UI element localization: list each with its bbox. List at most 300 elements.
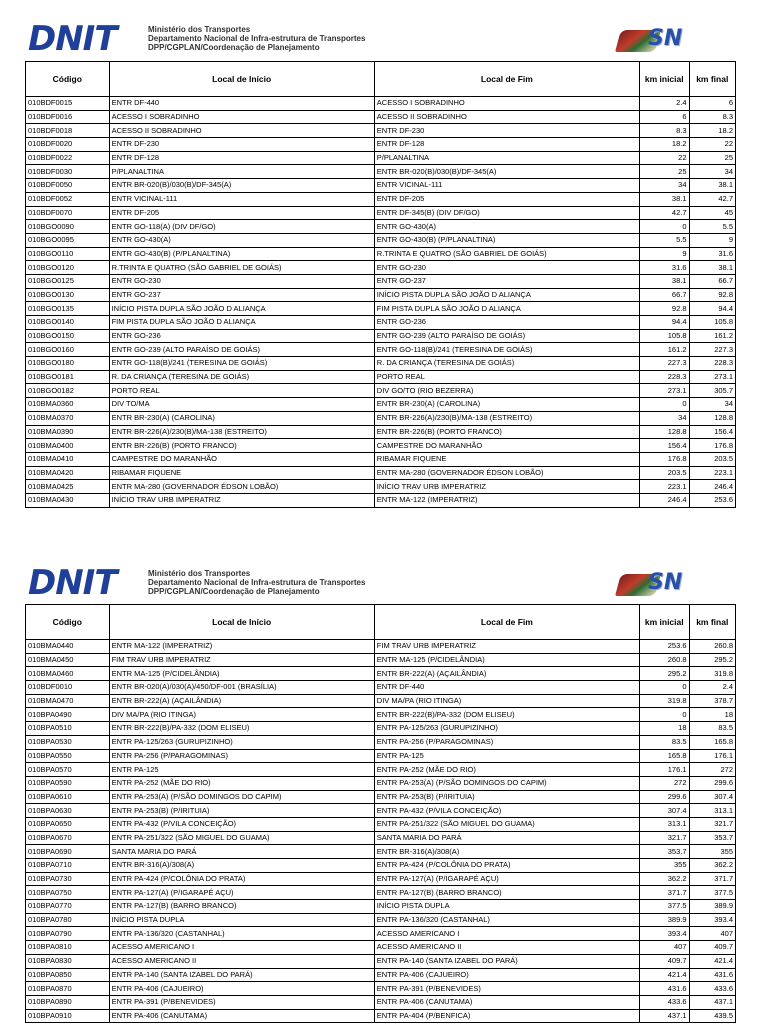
table-row [26, 735, 736, 749]
cell-local-inicio: R.TRINTA E QUATRO (SÃO GABRIEL DE GOIÁS) [109, 261, 374, 275]
cell-local-fim: ENTR GO-237 [374, 274, 639, 288]
cell-km-final: 321.7 [689, 817, 735, 831]
cell-local-fim: ENTR BR-226(A)/230(B)/MA-138 (ESTREITO) [374, 411, 639, 425]
col-header-local-inicio: Local de Início [109, 62, 374, 97]
table-row [26, 749, 736, 763]
table-row [26, 681, 736, 695]
cell-local-inicio: ENTR GO-237 [109, 288, 374, 302]
header-line-3: DPP/CGPLAN/Coordenação de Planejamento [148, 43, 320, 52]
cell-km-inicial: 228.3 [639, 370, 689, 384]
cell-codigo: 010BPA0590 [26, 776, 110, 790]
cell-codigo: 010BGO0180 [26, 357, 110, 371]
cell-km-inicial: 227.3 [639, 357, 689, 371]
page-block-1 [0, 0, 768, 505]
cell-codigo: 010BPA0770 [26, 900, 110, 914]
cell-local-inicio: ENTR PA-140 (SANTA IZABEL DO PARÁ) [109, 968, 374, 982]
table-row [26, 370, 736, 384]
cell-local-fim: CAMPESTRE DO MARANHÃO [374, 439, 639, 453]
cell-local-fim: R.TRINTA E QUATRO (SÃO GABRIEL DE GOIÁS) [374, 247, 639, 261]
cell-km-final: 5.5 [689, 220, 735, 234]
cell-codigo: 010BGO0182 [26, 384, 110, 398]
table-row [26, 480, 736, 494]
col-header-km-inicial: km inicial [639, 62, 689, 97]
table-row [26, 859, 736, 873]
cell-km-inicial: 319.8 [639, 694, 689, 708]
col-header-local-inicio: Local de Início [109, 605, 374, 640]
cell-local-inicio: INÍCIO PISTA DUPLA [109, 913, 374, 927]
cell-codigo: 010BPA0670 [26, 831, 110, 845]
cell-km-final: 34 [689, 165, 735, 179]
roads-table-2 [25, 604, 736, 1023]
cell-km-final: 313.1 [689, 804, 735, 818]
cell-km-inicial: 34 [639, 411, 689, 425]
cell-local-fim: ENTR BR-020(B)/030(B)/DF-345(A) [374, 165, 639, 179]
table-row [26, 343, 736, 357]
cell-km-inicial: 92.8 [639, 302, 689, 316]
page-header [0, 0, 768, 59]
cell-local-fim: P/PLANALTINA [374, 151, 639, 165]
cell-km-inicial: 0 [639, 398, 689, 412]
cell-km-inicial: 83.5 [639, 735, 689, 749]
cell-km-final: 389.9 [689, 900, 735, 914]
cell-km-final: 18 [689, 708, 735, 722]
cell-km-inicial: 94.4 [639, 316, 689, 330]
table-row [26, 640, 736, 654]
cell-local-inicio: ENTR PA-424 (P/COLÔNIA DO PRATA) [109, 872, 374, 886]
cell-km-final: 176.1 [689, 749, 735, 763]
cell-km-inicial: 22 [639, 151, 689, 165]
cell-codigo: 010BMA0470 [26, 694, 110, 708]
cell-local-fim: ENTR MA-122 (IMPERATRIZ) [374, 493, 639, 507]
cell-km-inicial: 31.6 [639, 261, 689, 275]
col-header-local-fim: Local de Fim [374, 605, 639, 640]
cell-km-inicial: 38.1 [639, 192, 689, 206]
table-row [26, 179, 736, 193]
table-row [26, 872, 736, 886]
cell-local-inicio: ENTR GO-118(B)/241 (TERESINA DE GOIÁS) [109, 357, 374, 371]
table-row [26, 1009, 736, 1023]
cell-local-inicio: ENTR PA-251/322 (SÃO MIGUEL DO GUAMA) [109, 831, 374, 845]
table-row [26, 941, 736, 955]
cell-km-final: 272 [689, 763, 735, 777]
cell-km-final: 431.6 [689, 968, 735, 982]
cell-km-final: 439.5 [689, 1009, 735, 1023]
cell-km-inicial: 223.1 [639, 480, 689, 494]
cell-km-final: 45 [689, 206, 735, 220]
table-row [26, 722, 736, 736]
cell-local-fim: ENTR PA-424 (P/COLÔNIA DO PRATA) [374, 859, 639, 873]
table-row [26, 302, 736, 316]
cell-local-fim: ENTR PA-256 (P/PARAGOMINAS) [374, 735, 639, 749]
table-header-row [26, 605, 736, 640]
cell-local-inicio: ENTR DF-128 [109, 151, 374, 165]
cell-km-inicial: 437.1 [639, 1009, 689, 1023]
cell-local-fim: ENTR GO-430(B) (P/PLANALTINA) [374, 233, 639, 247]
cell-codigo: 010BDF0070 [26, 206, 110, 220]
header-text [148, 25, 365, 52]
cell-local-inicio: ACESSO II SOBRADINHO [109, 124, 374, 138]
cell-km-inicial: 321.7 [639, 831, 689, 845]
cell-codigo: 010BPA0850 [26, 968, 110, 982]
table-header-row [26, 62, 736, 97]
page-header [0, 544, 768, 603]
table-row [26, 831, 736, 845]
cell-codigo: 010BMA0425 [26, 480, 110, 494]
cell-km-final: 253.6 [689, 493, 735, 507]
cell-codigo: 010BPA0780 [26, 913, 110, 927]
sn-logo [618, 26, 708, 52]
table-row [26, 995, 736, 1009]
cell-codigo: 010BDF0015 [26, 97, 110, 111]
table-row [26, 927, 736, 941]
cell-local-fim: ENTR PA-140 (SANTA IZABEL DO PARÁ) [374, 954, 639, 968]
cell-local-inicio: ENTR MA-280 (GOVERNADOR ÉDSON LOBÃO) [109, 480, 374, 494]
cell-local-fim: ENTR PA-404 (P/BENFICA) [374, 1009, 639, 1023]
header-line-1: Ministério dos Transportes [148, 569, 251, 578]
cell-km-inicial: 6 [639, 110, 689, 124]
cell-km-inicial: 409.7 [639, 954, 689, 968]
cell-local-inicio: ENTR PA-432 (P/VILA CONCEIÇÃO) [109, 817, 374, 831]
cell-codigo: 010BDF0030 [26, 165, 110, 179]
sn-logo-text: SN [648, 26, 683, 51]
table-row [26, 110, 736, 124]
cell-km-final: 25 [689, 151, 735, 165]
cell-km-final: 8.3 [689, 110, 735, 124]
cell-local-fim: ENTR GO-230 [374, 261, 639, 275]
table-row [26, 411, 736, 425]
cell-local-inicio: P/PLANALTINA [109, 165, 374, 179]
table-row [26, 900, 736, 914]
cell-km-inicial: 273.1 [639, 384, 689, 398]
cell-local-inicio: ENTR BR-230(A) (CAROLINA) [109, 411, 374, 425]
table-row [26, 398, 736, 412]
cell-km-inicial: 128.8 [639, 425, 689, 439]
cell-km-final: 92.8 [689, 288, 735, 302]
col-header-codigo: Código [26, 605, 110, 640]
header-line-2: Departamento Nacional de Infra-estrutura de Transportes [148, 34, 366, 43]
cell-codigo: 010BPA0530 [26, 735, 110, 749]
cell-codigo: 010BPA0610 [26, 790, 110, 804]
cell-local-fim: INÍCIO PISTA DUPLA [374, 900, 639, 914]
cell-local-inicio: ENTR DF-440 [109, 97, 374, 111]
cell-local-inicio: ENTR BR-226(A)/230(B)/MA-138 (ESTREITO) [109, 425, 374, 439]
cell-km-final: 299.6 [689, 776, 735, 790]
table-row [26, 439, 736, 453]
table-row [26, 817, 736, 831]
cell-km-inicial: 66.7 [639, 288, 689, 302]
cell-local-fim: ENTR GO-236 [374, 316, 639, 330]
cell-km-final: 295.2 [689, 653, 735, 667]
cell-codigo: 010BDF0018 [26, 124, 110, 138]
cell-km-final: 223.1 [689, 466, 735, 480]
sn-logo [618, 570, 708, 596]
table-row [26, 708, 736, 722]
cell-codigo: 010BMA0410 [26, 452, 110, 466]
cell-local-inicio: R. DA CRIANÇA (TERESINA DE GOIÁS) [109, 370, 374, 384]
cell-km-inicial: 18 [639, 722, 689, 736]
cell-km-inicial: 0 [639, 681, 689, 695]
cell-km-inicial: 0 [639, 220, 689, 234]
cell-local-fim: ENTR DF-205 [374, 192, 639, 206]
table-row [26, 138, 736, 152]
cell-local-inicio: ENTR MA-125 (P/CIDELÂNDIA) [109, 667, 374, 681]
cell-local-fim: ACESSO II SOBRADINHO [374, 110, 639, 124]
cell-km-final: 433.6 [689, 982, 735, 996]
cell-km-final: 393.4 [689, 913, 735, 927]
cell-codigo: 010BGO0110 [26, 247, 110, 261]
table-row [26, 261, 736, 275]
cell-km-final: 319.8 [689, 667, 735, 681]
cell-local-fim: ENTR PA-406 (CANUTAMA) [374, 995, 639, 1009]
cell-local-fim: ENTR PA-127(A) (P/IGARAPÉ AÇU) [374, 872, 639, 886]
cell-local-inicio: ENTR PA-127(B) (BARRO BRANCO) [109, 900, 374, 914]
table-row [26, 384, 736, 398]
cell-local-inicio: ENTR PA-125 [109, 763, 374, 777]
cell-km-final: 273.1 [689, 370, 735, 384]
cell-km-final: 38.1 [689, 261, 735, 275]
cell-km-inicial: 5.5 [639, 233, 689, 247]
cell-local-inicio: INÍCIO PISTA DUPLA SÃO JOÃO D ALIANÇA [109, 302, 374, 316]
cell-local-fim: ENTR MA-125 (P/CIDELÂNDIA) [374, 653, 639, 667]
header-line-1: Ministério dos Transportes [148, 25, 251, 34]
cell-local-fim: ENTR MA-280 (GOVERNADOR ÉDSON LOBÃO) [374, 466, 639, 480]
cell-local-inicio: ENTR DF-205 [109, 206, 374, 220]
table-row [26, 493, 736, 507]
cell-km-inicial: 8.3 [639, 124, 689, 138]
cell-local-inicio: RIBAMAR FIQUENE [109, 466, 374, 480]
cell-km-final: 34 [689, 398, 735, 412]
table-row [26, 288, 736, 302]
cell-km-final: 156.4 [689, 425, 735, 439]
cell-codigo: 010BPA0630 [26, 804, 110, 818]
cell-km-final: 22 [689, 138, 735, 152]
col-header-km-final: km final [689, 605, 735, 640]
cell-codigo: 010BPA0870 [26, 982, 110, 996]
cell-km-final: 9 [689, 233, 735, 247]
cell-km-inicial: 0 [639, 708, 689, 722]
table-row [26, 97, 736, 111]
cell-codigo: 010BMA0430 [26, 493, 110, 507]
cell-km-final: 105.8 [689, 316, 735, 330]
cell-local-fim: ENTR GO-239 (ALTO PARAÍSO DE GOIÁS) [374, 329, 639, 343]
cell-codigo: 010BGO0120 [26, 261, 110, 275]
cell-codigo: 010BMA0440 [26, 640, 110, 654]
cell-local-inicio: PORTO REAL [109, 384, 374, 398]
cell-km-inicial: 431.6 [639, 982, 689, 996]
cell-codigo: 010BPA0890 [26, 995, 110, 1009]
cell-local-inicio: ENTR GO-118(A) (DIV DF/GO) [109, 220, 374, 234]
cell-codigo: 010BPA0910 [26, 1009, 110, 1023]
cell-km-inicial: 299.6 [639, 790, 689, 804]
cell-codigo: 010BPA0650 [26, 817, 110, 831]
cell-codigo: 010BDF0010 [26, 681, 110, 695]
cell-local-inicio: SANTA MARIA DO PARÁ [109, 845, 374, 859]
cell-km-inicial: 246.4 [639, 493, 689, 507]
cell-km-inicial: 353.7 [639, 845, 689, 859]
cell-local-inicio: ENTR BR-222(A) (AÇAILÂNDIA) [109, 694, 374, 708]
cell-local-fim: ENTR GO-118(B)/241 (TERESINA DE GOIÁS) [374, 343, 639, 357]
header-line-2: Departamento Nacional de Infra-estrutura de Transportes [148, 578, 366, 587]
cell-codigo: 010BMA0420 [26, 466, 110, 480]
table-row [26, 316, 736, 330]
cell-local-fim: DIV MA/PA (RIO ITINGA) [374, 694, 639, 708]
cell-local-fim: ENTR BR-222(B)/PA-332 (DOM ELISEU) [374, 708, 639, 722]
cell-km-inicial: 176.1 [639, 763, 689, 777]
cell-local-fim: FIM PISTA DUPLA SÃO JOÃO D ALIANÇA [374, 302, 639, 316]
cell-codigo: 010BGO0140 [26, 316, 110, 330]
cell-local-inicio: ENTR GO-430(A) [109, 233, 374, 247]
cell-local-fim: ENTR PA-127(B) (BARRO BRANCO) [374, 886, 639, 900]
cell-km-inicial: 355 [639, 859, 689, 873]
cell-km-inicial: 389.9 [639, 913, 689, 927]
table-row [26, 968, 736, 982]
table-row [26, 233, 736, 247]
cell-local-fim: ACESSO I SOBRADINHO [374, 97, 639, 111]
cell-local-inicio: ENTR GO-236 [109, 329, 374, 343]
cell-local-inicio: ENTR PA-252 (MÃE DO RIO) [109, 776, 374, 790]
table-row [26, 220, 736, 234]
cell-codigo: 010BPA0510 [26, 722, 110, 736]
table-row [26, 452, 736, 466]
cell-codigo: 010BGO0095 [26, 233, 110, 247]
cell-local-inicio: CAMPESTRE DO MARANHÃO [109, 452, 374, 466]
header-text [148, 569, 365, 596]
cell-km-inicial: 161.2 [639, 343, 689, 357]
cell-km-final: 353.7 [689, 831, 735, 845]
cell-codigo: 010BGO0125 [26, 274, 110, 288]
cell-km-inicial: 253.6 [639, 640, 689, 654]
cell-km-final: 437.1 [689, 995, 735, 1009]
cell-km-final: 407 [689, 927, 735, 941]
cell-local-fim: ENTR BR-226(B) (PORTO FRANCO) [374, 425, 639, 439]
table-row [26, 151, 736, 165]
cell-local-fim: ENTR GO-430(A) [374, 220, 639, 234]
cell-km-inicial: 433.6 [639, 995, 689, 1009]
cell-km-inicial: 377.5 [639, 900, 689, 914]
table-row [26, 913, 736, 927]
table-row [26, 982, 736, 996]
cell-km-final: 128.8 [689, 411, 735, 425]
cell-local-inicio: ENTR BR-226(B) (PORTO FRANCO) [109, 439, 374, 453]
table-row [26, 247, 736, 261]
cell-codigo: 010BPA0750 [26, 886, 110, 900]
cell-local-fim: INÍCIO TRAV URB IMPERATRIZ [374, 480, 639, 494]
cell-local-inicio: ENTR BR-020(A)/030(A)/450/DF-001 (BRASÍLIA) [109, 681, 374, 695]
cell-local-fim: INÍCIO PISTA DUPLA SÃO JOÃO D ALIANÇA [374, 288, 639, 302]
cell-km-final: 18.2 [689, 124, 735, 138]
roads-table-1 [25, 61, 736, 508]
table-row [26, 274, 736, 288]
dnit-logo: DNIT [28, 563, 117, 603]
cell-codigo: 010BMA0450 [26, 653, 110, 667]
cell-km-inicial: 260.8 [639, 653, 689, 667]
cell-km-inicial: 371.7 [639, 886, 689, 900]
cell-local-inicio: DIV TO/MA [109, 398, 374, 412]
cell-codigo: 010BPA0730 [26, 872, 110, 886]
cell-local-fim: ENTR BR-316(A)/308(A) [374, 845, 639, 859]
cell-km-inicial: 18.2 [639, 138, 689, 152]
cell-local-inicio: ACESSO AMERICANO II [109, 954, 374, 968]
cell-local-inicio: ENTR PA-136/320 (CASTANHAL) [109, 927, 374, 941]
cell-local-inicio: ENTR PA-253(A) (P/SÃO DOMINGOS DO CAPIM) [109, 790, 374, 804]
cell-km-inicial: 421.4 [639, 968, 689, 982]
cell-local-fim: ENTR BR-222(A) (AÇAILÂNDIA) [374, 667, 639, 681]
table-row [26, 653, 736, 667]
table-row [26, 790, 736, 804]
cell-local-fim: ENTR PA-406 (CAJUEIRO) [374, 968, 639, 982]
cell-local-fim: R. DA CRIANÇA (TERESINA DE GOIÁS) [374, 357, 639, 371]
cell-km-final: 227.3 [689, 343, 735, 357]
cell-local-inicio: ENTR PA-256 (P/PARAGOMINAS) [109, 749, 374, 763]
cell-local-fim: ENTR PA-251/322 (SÃO MIGUEL DO GUAMA) [374, 817, 639, 831]
cell-codigo: 010BPA0570 [26, 763, 110, 777]
cell-km-final: 307.4 [689, 790, 735, 804]
cell-codigo: 010BDF0016 [26, 110, 110, 124]
cell-km-final: 6 [689, 97, 735, 111]
cell-km-final: 378.7 [689, 694, 735, 708]
table-row [26, 694, 736, 708]
cell-codigo: 010BGO0090 [26, 220, 110, 234]
col-header-codigo: Código [26, 62, 110, 97]
cell-local-inicio: ENTR BR-316(A)/308(A) [109, 859, 374, 873]
cell-km-final: 2.4 [689, 681, 735, 695]
cell-km-final: 377.5 [689, 886, 735, 900]
cell-codigo: 010BPA0490 [26, 708, 110, 722]
cell-km-inicial: 34 [639, 179, 689, 193]
cell-km-inicial: 203.5 [639, 466, 689, 480]
cell-local-fim: DIV GO/TO (RIO BEZERRA) [374, 384, 639, 398]
cell-local-fim: ENTR PA-391 (P/BENEVIDES) [374, 982, 639, 996]
cell-local-inicio: ENTR BR-222(B)/PA-332 (DOM ELISEU) [109, 722, 374, 736]
cell-local-fim: SANTA MARIA DO PARÁ [374, 831, 639, 845]
table-row [26, 954, 736, 968]
cell-codigo: 010BGO0150 [26, 329, 110, 343]
cell-km-inicial: 2.4 [639, 97, 689, 111]
cell-local-fim: ENTR DF-440 [374, 681, 639, 695]
cell-local-inicio: ENTR PA-127(A) (P/IGARAPÉ AÇU) [109, 886, 374, 900]
cell-codigo: 010BGO0130 [26, 288, 110, 302]
cell-local-inicio: ENTR GO-230 [109, 274, 374, 288]
cell-km-inicial: 165.8 [639, 749, 689, 763]
cell-codigo: 010BMA0360 [26, 398, 110, 412]
col-header-km-inicial: km inicial [639, 605, 689, 640]
cell-codigo: 010BPA0810 [26, 941, 110, 955]
cell-km-final: 66.7 [689, 274, 735, 288]
cell-km-inicial: 25 [639, 165, 689, 179]
cell-local-inicio: ENTR GO-239 (ALTO PARAÍSO DE GOIÁS) [109, 343, 374, 357]
cell-km-final: 203.5 [689, 452, 735, 466]
cell-local-inicio: FIM TRAV URB IMPERATRIZ [109, 653, 374, 667]
cell-km-inicial: 156.4 [639, 439, 689, 453]
cell-local-inicio: ENTR PA-406 (CANUTAMA) [109, 1009, 374, 1023]
cell-local-fim: ENTR PA-432 (P/VILA CONCEIÇÃO) [374, 804, 639, 818]
cell-km-inicial: 9 [639, 247, 689, 261]
cell-codigo: 010BMA0390 [26, 425, 110, 439]
cell-codigo: 010BDF0052 [26, 192, 110, 206]
cell-local-fim: PORTO REAL [374, 370, 639, 384]
cell-codigo: 010BPA0690 [26, 845, 110, 859]
cell-km-inicial: 176.8 [639, 452, 689, 466]
cell-km-final: 42.7 [689, 192, 735, 206]
table-row [26, 845, 736, 859]
cell-local-inicio: ENTR MA-122 (IMPERATRIZ) [109, 640, 374, 654]
cell-local-fim: RIBAMAR FIQUENE [374, 452, 639, 466]
cell-codigo: 010BGO0160 [26, 343, 110, 357]
cell-km-inicial: 307.4 [639, 804, 689, 818]
cell-km-final: 228.3 [689, 357, 735, 371]
cell-local-inicio: ACESSO AMERICANO I [109, 941, 374, 955]
cell-local-fim: ENTR PA-253(B) (P/IRITUIA) [374, 790, 639, 804]
